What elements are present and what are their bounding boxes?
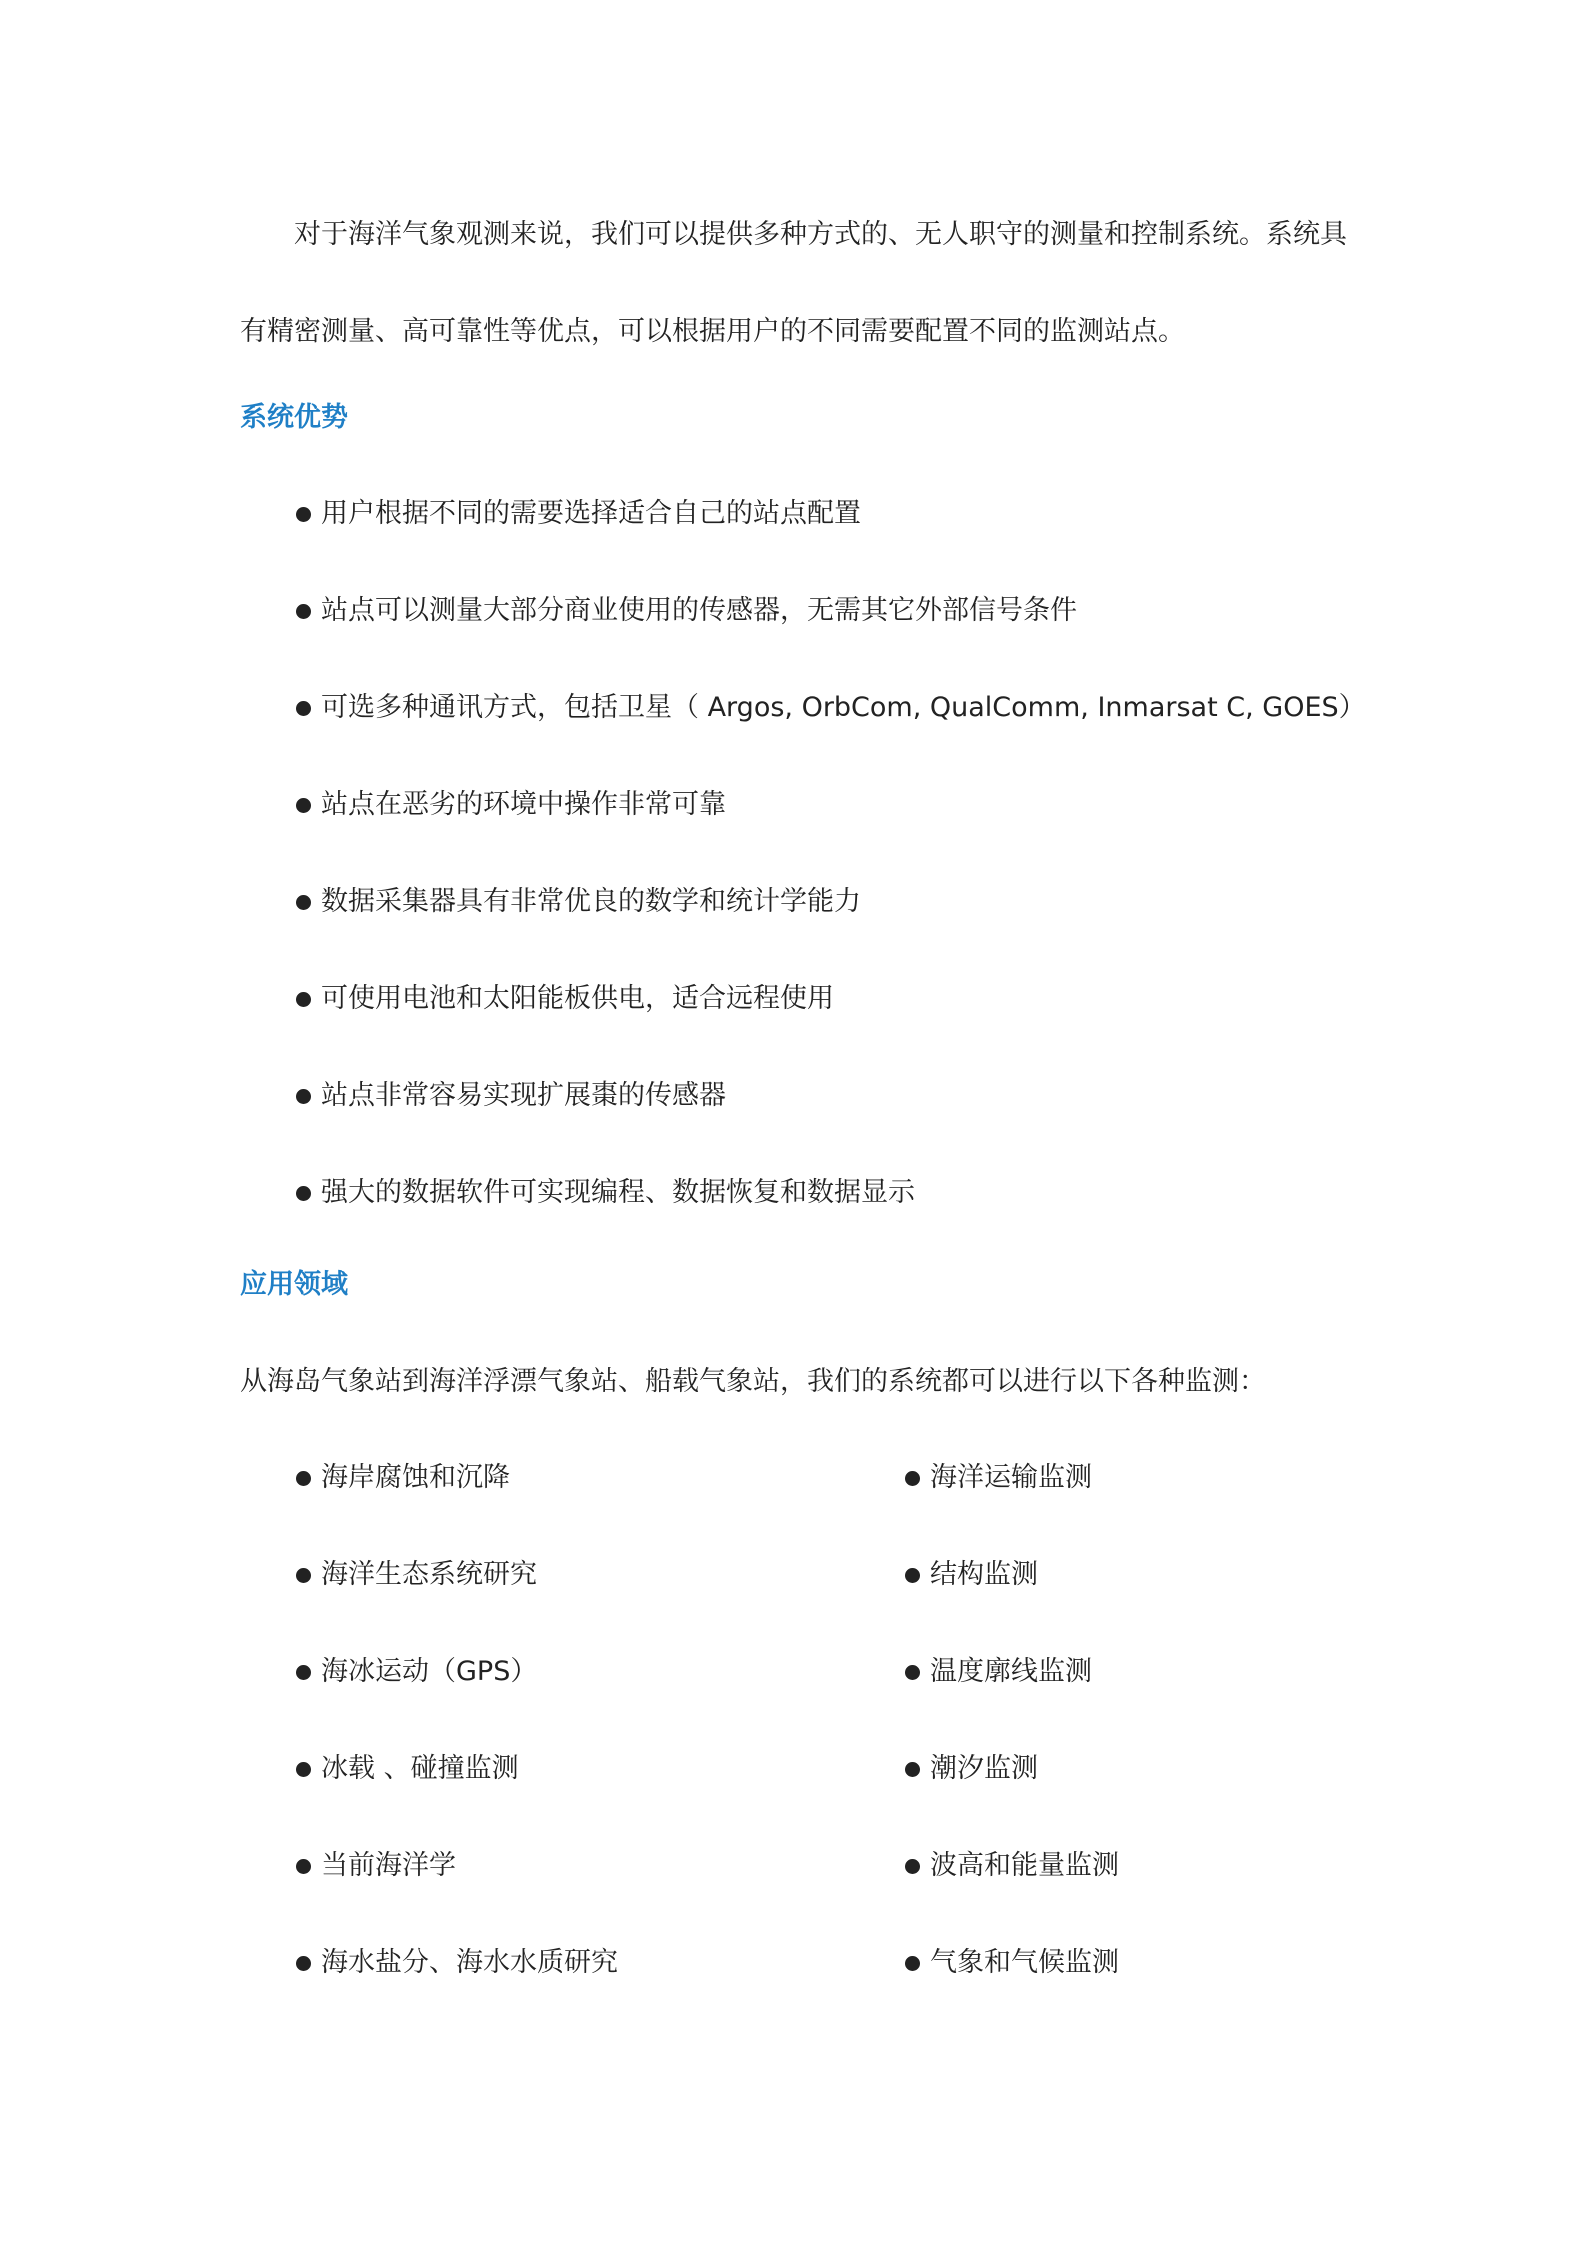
- list-item-text: 潮汐监测: [930, 1753, 1038, 1784]
- list-item-text: 强大的数据软件可实现编程、数据恢复和数据显示: [321, 1177, 915, 1208]
- bullet-dot: [296, 1568, 311, 1583]
- list-item: [296, 979, 1366, 1076]
- list-item-text: 海水盐分、海水水质研究: [321, 1947, 618, 1978]
- list-item: [296, 494, 1366, 591]
- list-item: [296, 785, 1366, 882]
- bullet-dot: [296, 507, 311, 522]
- list-item: [296, 1846, 618, 1943]
- list-item: [296, 1943, 618, 2040]
- list-item: [296, 591, 1366, 688]
- list-item: [296, 688, 1366, 785]
- list-item: [296, 1652, 618, 1749]
- list-item: [296, 1458, 618, 1555]
- list-item-text: 可选多种通讯方式，包括卫星（ Argos, OrbCom, QualComm, Inmarsat C, GOES）: [321, 692, 1366, 723]
- applications-list-right: [905, 1458, 1119, 2040]
- bullet-dot: [296, 1089, 311, 1104]
- bullet-dot: [905, 1665, 920, 1680]
- list-item-text: 海洋生态系统研究: [321, 1559, 537, 1590]
- list-item-text: 站点可以测量大部分商业使用的传感器，无需其它外部信号条件: [321, 595, 1077, 626]
- list-item-text: 站点在恶劣的环境中操作非常可靠: [321, 789, 726, 820]
- list-item-text: 气象和气候监测: [930, 1947, 1119, 1978]
- bullet-dot: [905, 1859, 920, 1874]
- bullet-dot: [296, 1956, 311, 1971]
- list-item-text: 波高和能量监测: [930, 1850, 1119, 1881]
- list-item: [905, 1652, 1119, 1749]
- bullet-dot: [905, 1762, 920, 1777]
- bullet-dot: [296, 1665, 311, 1680]
- applications-heading: 应用领域: [240, 1269, 348, 1300]
- intro-text: 对于海洋气象观测来说，我们可以提供多种方式的、无人职守的测量和控制系统。系统具有精密测量、高可靠性等优点，可以根据用户的不同需要配置不同的监测站点。: [240, 219, 1347, 347]
- list-item: [905, 1555, 1119, 1652]
- bullet-dot: [296, 1859, 311, 1874]
- advantages-list: [296, 494, 1366, 1270]
- list-item-text: 海洋运输监测: [930, 1462, 1092, 1493]
- bullet-dot: [296, 1186, 311, 1201]
- intro-paragraph: [240, 186, 1360, 380]
- list-item-text: 冰载 、碰撞监测: [321, 1753, 519, 1784]
- list-item-text: 温度廓线监测: [930, 1656, 1092, 1687]
- bullet-dot: [905, 1956, 920, 1971]
- bullet-dot: [296, 604, 311, 619]
- list-item: [296, 1173, 1366, 1270]
- list-item: [905, 1846, 1119, 1943]
- list-item: [905, 1749, 1119, 1846]
- bullet-dot: [296, 895, 311, 910]
- bullet-dot: [905, 1471, 920, 1486]
- advantages-heading: 系统优势: [240, 402, 348, 433]
- list-item-text: 结构监测: [930, 1559, 1038, 1590]
- list-item-text: 用户根据不同的需要选择适合自己的站点配置: [321, 498, 861, 529]
- bullet-dot: [296, 701, 311, 716]
- applications-intro: 从海岛气象站到海洋浮漂气象站、船载气象站，我们的系统都可以进行以下各种监测：: [240, 1366, 1266, 1397]
- list-item: [296, 1076, 1366, 1173]
- list-item: [905, 1458, 1119, 1555]
- bullet-dot: [905, 1568, 920, 1583]
- list-item: [296, 1555, 618, 1652]
- bullet-dot: [296, 1762, 311, 1777]
- list-item: [905, 1943, 1119, 2040]
- applications-list-left: [296, 1458, 618, 2040]
- bullet-dot: [296, 798, 311, 813]
- list-item: [296, 1749, 618, 1846]
- list-item-text: 数据采集器具有非常优良的数学和统计学能力: [321, 886, 861, 917]
- bullet-dot: [296, 992, 311, 1007]
- list-item: [296, 882, 1366, 979]
- list-item-text: 站点非常容易实现扩展棗的传感器: [321, 1080, 726, 1111]
- list-item-text: 海岸腐蚀和沉降: [321, 1462, 510, 1493]
- list-item-text: 当前海洋学: [321, 1850, 456, 1881]
- bullet-dot: [296, 1471, 311, 1486]
- list-item-text: 可使用电池和太阳能板供电，适合远程使用: [321, 983, 834, 1014]
- list-item-text: 海冰运动（GPS）: [321, 1656, 538, 1687]
